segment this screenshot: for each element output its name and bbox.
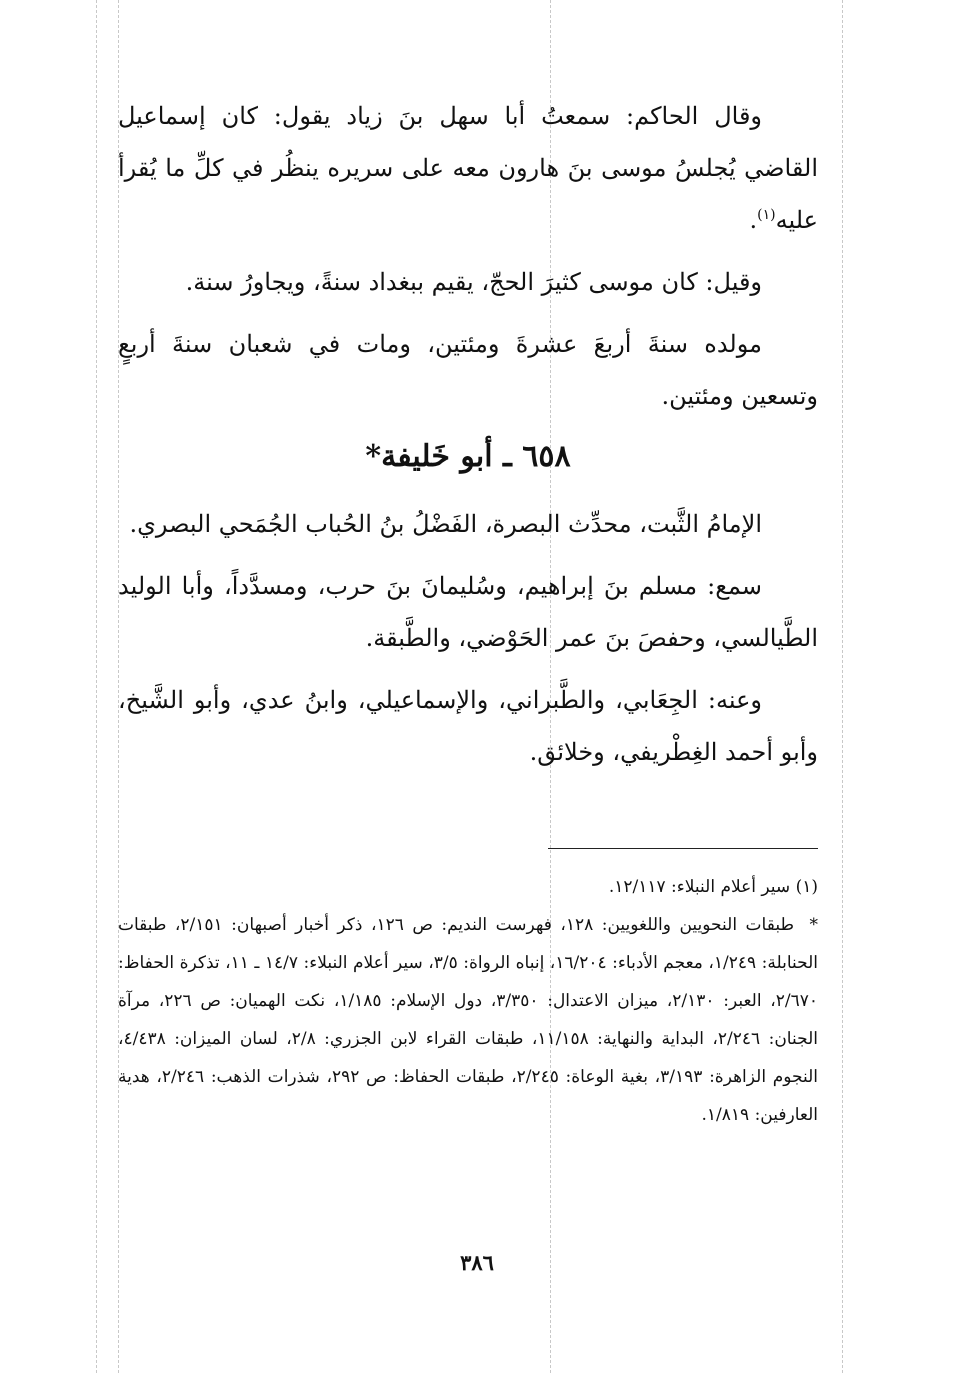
asterisk-marker: * <box>809 915 818 935</box>
footnote-divider <box>548 848 818 849</box>
page-number: ٣٨٦ <box>460 1250 494 1275</box>
paragraph: الإمامُ الثَّبت، محدِّث البصرة، الفَضْلُ بنُ الحُباب الجُمَحي البصري. <box>129 510 762 538</box>
footnote-sources-text: طبقات النحويين واللغويين: ١٢٨، فهرست النديم: ص ١٢٦، ذكر أخبار أصبهان: ٢/١٥١، طبقات الحنابلة: ١/٢٤٩، معجم الأدباء: ١٦/٢٠٤، إنباه الرواة: ٣/٥، سير أعلام النبلاء: ١٤/٧ ـ ١١، تذكرة الحفاظ: ٢/٦٧٠، العبر: ٢/١٣٠، ميزان الاعتدال: ٣/٣٥٠، دول الإسلام: ١/١٨٥، نكت الهميان: ص ٢٢٦، مرآة الجنان: ٢/٢٤٦، البداية والنهاية: ١١/١٥٨، طبقات القراء لابن الجزري: ٢/٨، لسان الميزان: ٤/٤٣٨، النجوم الزاهرة: ٣/١٩٣، بغية الوعاة: ٢/٢٤٥، طبقات الحفاظ: ص ٢٩٢، شذرات الذهب: ٢/٢٤٦، هدية العارفين: ١/٨١٩. <box>118 915 819 1125</box>
footnote-reference[interactable]: (١) <box>757 207 776 223</box>
paragraph: مولده سنةَ أربعَ عشرةَ ومئتين، ومات في شعبان سنةَ أربعٍ وتسعين ومئتين. <box>118 330 818 410</box>
footnote-1: (١) سير أعلام النبلاء: ١٢/١١٧. <box>608 877 818 897</box>
paragraph: وعنه: الجِعَابي، والطَّبراني، والإسماعيلي، وابنُ عدي، وأبو الشَّيخ، وأبو أحمد الغِطْريفي، وخلائق. <box>118 686 818 766</box>
paragraph-tail: . <box>749 206 758 234</box>
paragraph <box>118 90 818 246</box>
margin-guide <box>96 0 97 1373</box>
entry-heading: ٦٥٨ ـ أبو خَليفة* <box>365 439 571 474</box>
paragraph: وقيل: كان موسى كثيرَ الحجّ، يقيم ببغداد سنةً، ويجاورُ سنة. <box>185 268 762 296</box>
footnote-sources <box>118 906 818 1134</box>
footnotes <box>118 868 818 1134</box>
margin-guide <box>842 0 843 1373</box>
paragraph-text: وقال الحاكم: سمعتُ أبا سهل بنَ زياد يقول: كان إسماعيل القاضي يُجلسُ موسى بنَ هارون معه على سريره ينظُر في كلِّ ما يُقرأ عليه <box>118 102 818 234</box>
paragraph: سمع: مسلم بنَ إبراهيم، وسُليمانَ بنَ حرب، ومسدَّداً، وأبا الوليد الطَّيالسي، وحفصَ بنَ عمر الحَوْضي، والطَّبقة. <box>118 572 818 652</box>
main-text <box>118 90 818 788</box>
